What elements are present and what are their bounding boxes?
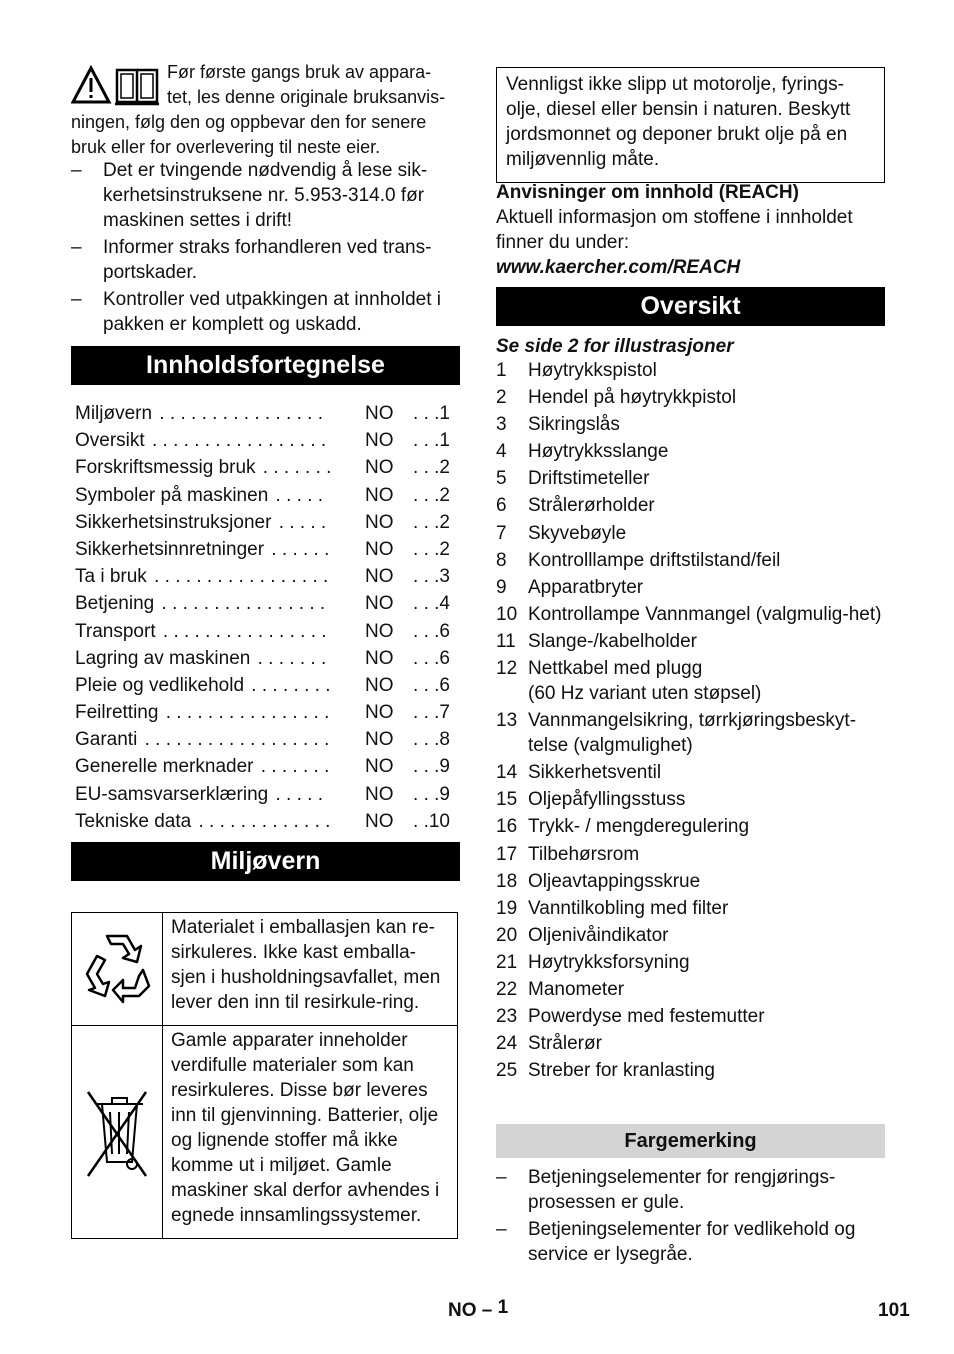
item-number: 15 — [496, 789, 518, 811]
toc-entry-lang: NO — [365, 457, 394, 479]
overview-heading: Oversikt — [496, 287, 885, 326]
table-row — [72, 913, 458, 1026]
toc-entry-page: . .10 — [413, 810, 450, 832]
warning-icon — [71, 64, 161, 108]
item-number: 7 — [496, 522, 507, 544]
dash-bullet: – — [71, 237, 82, 258]
toc-row[interactable] — [75, 618, 460, 645]
list-item — [71, 287, 460, 337]
item-number: 10 — [496, 603, 518, 625]
item-label: Høytrykkspistol — [528, 360, 657, 381]
list-item — [496, 412, 885, 437]
item-label: Sikkerhetsventil — [528, 762, 662, 784]
toc-entry-page: . . .9 — [413, 756, 450, 778]
list-item — [496, 1058, 885, 1083]
toc-row[interactable] — [75, 482, 460, 509]
toc-entry-page: . . .2 — [413, 457, 450, 479]
item-label: Høytrykksforsyning — [528, 951, 690, 973]
item-number: 8 — [496, 549, 507, 571]
toc-entry-name: EU-samsvarserklæring . . . — [75, 781, 330, 808]
toc-entry-page: . . .1 — [413, 403, 450, 424]
toc-entry-name: Generelle merknader . . . — [75, 753, 330, 780]
item-number: 14 — [496, 762, 518, 784]
intro-icons — [71, 64, 161, 108]
list-item — [496, 760, 885, 785]
weee-text: Gamle apparater inneholder verdifulle materialer som kan resirkuleres. Disse bør leveres inn til gjenvinning. Batterier, olje og lignende stoffer må ikke komme ut i miljøet. Gamle maskiner skal derfor avhendes i egnede innsamlingssystemer. — [163, 1026, 458, 1239]
bullet-text: Kontroller ved utpakkingen at innholdet i pakken er komplett og uskadd. — [103, 289, 442, 335]
item-label: Strålerørholder — [528, 495, 655, 517]
list-item — [71, 158, 460, 233]
item-label: Tilbehørsrom — [528, 843, 640, 865]
toc-entry-lang: NO — [365, 756, 394, 778]
item-number: 2 — [496, 387, 507, 409]
toc-row[interactable] — [75, 590, 460, 617]
toc-entry-page: . . .9 — [413, 783, 450, 805]
toc-entry-name: Betjening . . . — [75, 590, 330, 617]
toc-entry-page: . . .8 — [413, 729, 450, 751]
toc-entry-lang: NO — [365, 810, 394, 832]
item-number: 6 — [496, 495, 507, 517]
item-label: Oljeavtappingsskrue — [528, 870, 701, 892]
list-item — [496, 656, 885, 706]
toc-entry-page: . . .6 — [413, 620, 450, 642]
footer-local-page: 1 — [497, 1297, 509, 1318]
toc-row[interactable] — [75, 563, 460, 590]
reach-section — [496, 180, 885, 280]
list-item — [496, 1217, 885, 1267]
list-item — [496, 814, 885, 839]
crossed-out-bin-icon — [72, 1026, 163, 1239]
bullet-text: Det er tvingende nødvendig å lese sik-kerhetsinstruksene nr. 5.953-314.0 før maskinen settes i drift! — [103, 160, 428, 231]
bullet-text: Informer straks forhandleren ved trans-portskader. — [103, 237, 432, 283]
item-number: 13 — [496, 710, 518, 732]
toc-entry-name: Tekniske data . . . — [75, 808, 330, 835]
toc-entry-page: . . .2 — [413, 538, 450, 560]
toc-entry-name: Miljøvern . . . — [75, 400, 330, 427]
toc-heading: Innholdsfortegnelse — [71, 346, 460, 385]
toc-entry-name: Feilretting . . . — [75, 699, 330, 726]
item-number: 3 — [496, 414, 507, 436]
recycling-text: Materialet i emballasjen kan re-sirkuleres. Ikke kast emballa-sjen i husholdningsavfallet, men lever den inn til resirkule-ring. — [163, 913, 458, 1026]
list-item — [496, 869, 885, 894]
bullet-text: Betjeningselementer for vedlikehold og service er lysegråe. — [528, 1219, 856, 1265]
intro-line2: tet, les denne originale bruksanvis- — [167, 87, 446, 107]
reach-heading: Anvisninger om innhold (REACH) — [496, 182, 799, 203]
item-number: 18 — [496, 870, 518, 892]
item-number: 12 — [496, 658, 518, 680]
item-label: Skyvebøyle — [528, 522, 627, 544]
reach-link[interactable]: www.kaercher.com/REACH — [496, 257, 741, 278]
intro-paragraph — [71, 60, 460, 160]
toc-entry-lang: NO — [365, 566, 394, 588]
list-item — [496, 385, 885, 410]
footer-section-page — [448, 1298, 508, 1323]
item-number: 22 — [496, 978, 518, 1000]
table-of-contents — [75, 400, 460, 835]
item-label: Strålerør — [528, 1033, 602, 1055]
intro-line1: Før første gangs bruk av appara- — [167, 62, 432, 82]
item-label: Vanntilkobling med filter — [528, 897, 729, 919]
toc-entry-lang: NO — [365, 593, 394, 615]
list-item — [496, 923, 885, 948]
item-number: 16 — [496, 816, 518, 838]
item-label: Nettkabel med plugg (60 Hz variant uten støpsel) — [528, 658, 762, 705]
oil-notice-box: Vennligst ikke slipp ut motorolje, fyrings-olje, diesel eller bensin i naturen. Beskytt jordsmonnet og deponer brukt olje på en miljøvennlig måte. — [496, 67, 885, 183]
item-label: Kontrolllampe driftstilstand/feil — [528, 549, 781, 571]
toc-entry-name: Ta i bruk . . . — [75, 563, 330, 590]
item-label: Sikringslås — [528, 414, 620, 436]
list-item — [496, 575, 885, 600]
item-number: 11 — [496, 630, 516, 652]
toc-entry-page: . . .2 — [413, 484, 450, 506]
toc-entry-name: Garanti . . . — [75, 726, 330, 753]
toc-entry-lang: NO — [365, 783, 394, 805]
toc-entry-name: Oversikt . . . — [75, 427, 330, 454]
toc-entry-lang: NO — [365, 403, 394, 424]
toc-row[interactable] — [75, 509, 460, 536]
toc-entry-lang: NO — [365, 702, 394, 724]
manual-book-icon — [115, 70, 159, 104]
item-number: 9 — [496, 576, 507, 598]
dash-bullet: – — [71, 289, 82, 310]
recycling-icon — [72, 913, 163, 1026]
toc-entry-name: Lagring av maskinen . . . — [75, 645, 330, 672]
overview-subheading: Se side 2 for illustrasjoner — [496, 336, 734, 357]
item-label: Høytrykksslange — [528, 441, 669, 463]
list-item — [496, 439, 885, 464]
toc-entry-lang: NO — [365, 484, 394, 506]
list-item — [496, 842, 885, 867]
item-number: 17 — [496, 843, 518, 865]
toc-entry-page: . . .4 — [413, 593, 450, 615]
item-number: 23 — [496, 1006, 518, 1028]
toc-entry-lang: NO — [365, 620, 394, 642]
list-item — [496, 358, 885, 383]
item-number: 24 — [496, 1033, 518, 1055]
item-label: Driftstimeteller — [528, 468, 650, 490]
item-label: Streber for kranlasting — [528, 1060, 715, 1082]
list-item — [496, 787, 885, 812]
toc-entry-name: Sikkerhetsinnretninger . . . — [75, 536, 330, 563]
toc-row[interactable] — [75, 400, 460, 427]
toc-row[interactable] — [75, 753, 460, 780]
item-label: Vannmangelsikring, tørrkjøringsbeskyt-telse (valgmulighet) — [528, 710, 857, 757]
toc-entry-name: Transport . . . — [75, 618, 330, 645]
list-item — [71, 235, 460, 285]
list-item — [496, 708, 885, 758]
item-number: 5 — [496, 468, 507, 490]
page-number: 101 — [878, 1300, 910, 1321]
list-item — [496, 896, 885, 921]
item-label: Manometer — [528, 978, 625, 1000]
toc-entry-lang: NO — [365, 647, 394, 669]
item-label: Oljenivåindikator — [528, 924, 669, 946]
toc-entry-lang: NO — [365, 674, 394, 696]
toc-row[interactable] — [75, 726, 460, 753]
environment-heading: Miljøvern — [71, 842, 460, 881]
bullet-text: Betjeningselementer for rengjørings-prosessen er gule. — [528, 1167, 836, 1213]
item-number: 20 — [496, 924, 518, 946]
toc-entry-page: . . .2 — [413, 511, 450, 533]
item-label: Trykk- / mengderegulering — [528, 816, 750, 838]
toc-row[interactable] — [75, 699, 460, 726]
footer-lang: NO — [448, 1300, 477, 1321]
color-marking-heading: Fargemerking — [496, 1124, 885, 1158]
item-label: Oljepåfyllingsstuss — [528, 789, 686, 811]
item-number: 19 — [496, 897, 518, 919]
toc-row[interactable] — [75, 808, 460, 835]
toc-row[interactable] — [75, 536, 460, 563]
item-number: 25 — [496, 1060, 518, 1082]
toc-entry-lang: NO — [365, 729, 394, 751]
list-item — [496, 950, 885, 975]
toc-row[interactable] — [75, 454, 460, 481]
item-label: Kontrollampe Vannmangel (valgmulig-het) — [528, 603, 882, 625]
environment-table — [71, 912, 458, 1239]
footer-dash: – — [481, 1300, 493, 1321]
dash-bullet: – — [71, 160, 82, 181]
list-item — [496, 1004, 885, 1029]
item-label: Powerdyse med festemutter — [528, 1006, 765, 1028]
list-item — [496, 629, 885, 654]
list-item — [496, 977, 885, 1002]
toc-row[interactable] — [75, 427, 460, 454]
toc-entry-name: Pleie og vedlikehold . . . — [75, 672, 330, 699]
list-item — [496, 521, 885, 546]
dash-bullet: – — [496, 1219, 507, 1240]
toc-entry-name: Symboler på maskinen . . . — [75, 482, 330, 509]
color-marking-bullets — [496, 1165, 885, 1269]
toc-entry-page: . . .6 — [413, 647, 450, 669]
list-item — [496, 493, 885, 518]
table-row — [72, 1026, 458, 1239]
list-item — [496, 1165, 885, 1215]
toc-entry-page: . . .7 — [413, 702, 450, 724]
toc-row[interactable] — [75, 645, 460, 672]
intro-rest: ningen, følg den og oppbevar den for senere bruk eller for overlevering til neste eier. — [71, 112, 427, 157]
toc-row[interactable] — [75, 672, 460, 699]
intro-bullets — [71, 158, 460, 339]
toc-entry-lang: NO — [365, 538, 394, 560]
list-item — [496, 548, 885, 573]
item-label: Slange-/kabelholder — [528, 630, 698, 652]
item-number: 4 — [496, 441, 507, 463]
item-number: 1 — [496, 360, 507, 381]
toc-entry-lang: NO — [365, 511, 394, 533]
reach-text: Aktuell informasjon om stoffene i innholdet finner du under: — [496, 207, 853, 253]
toc-entry-lang: NO — [365, 430, 394, 452]
dash-bullet: – — [496, 1167, 507, 1188]
toc-entry-page: . . .1 — [413, 430, 450, 452]
item-number: 21 — [496, 951, 518, 973]
item-label: Hendel på høytrykkpistol — [528, 387, 737, 409]
list-item — [496, 602, 885, 627]
toc-row[interactable] — [75, 781, 460, 808]
overview-list — [496, 358, 885, 1085]
toc-entry-name: Sikkerhetsinstruksjoner . . . — [75, 509, 330, 536]
toc-entry-page: . . .3 — [413, 566, 450, 588]
list-item — [496, 1031, 885, 1056]
item-label: Apparatbryter — [528, 576, 644, 598]
list-item — [496, 466, 885, 491]
toc-entry-name: Forskriftsmessig bruk . . . — [75, 454, 330, 481]
toc-entry-page: . . .6 — [413, 674, 450, 696]
